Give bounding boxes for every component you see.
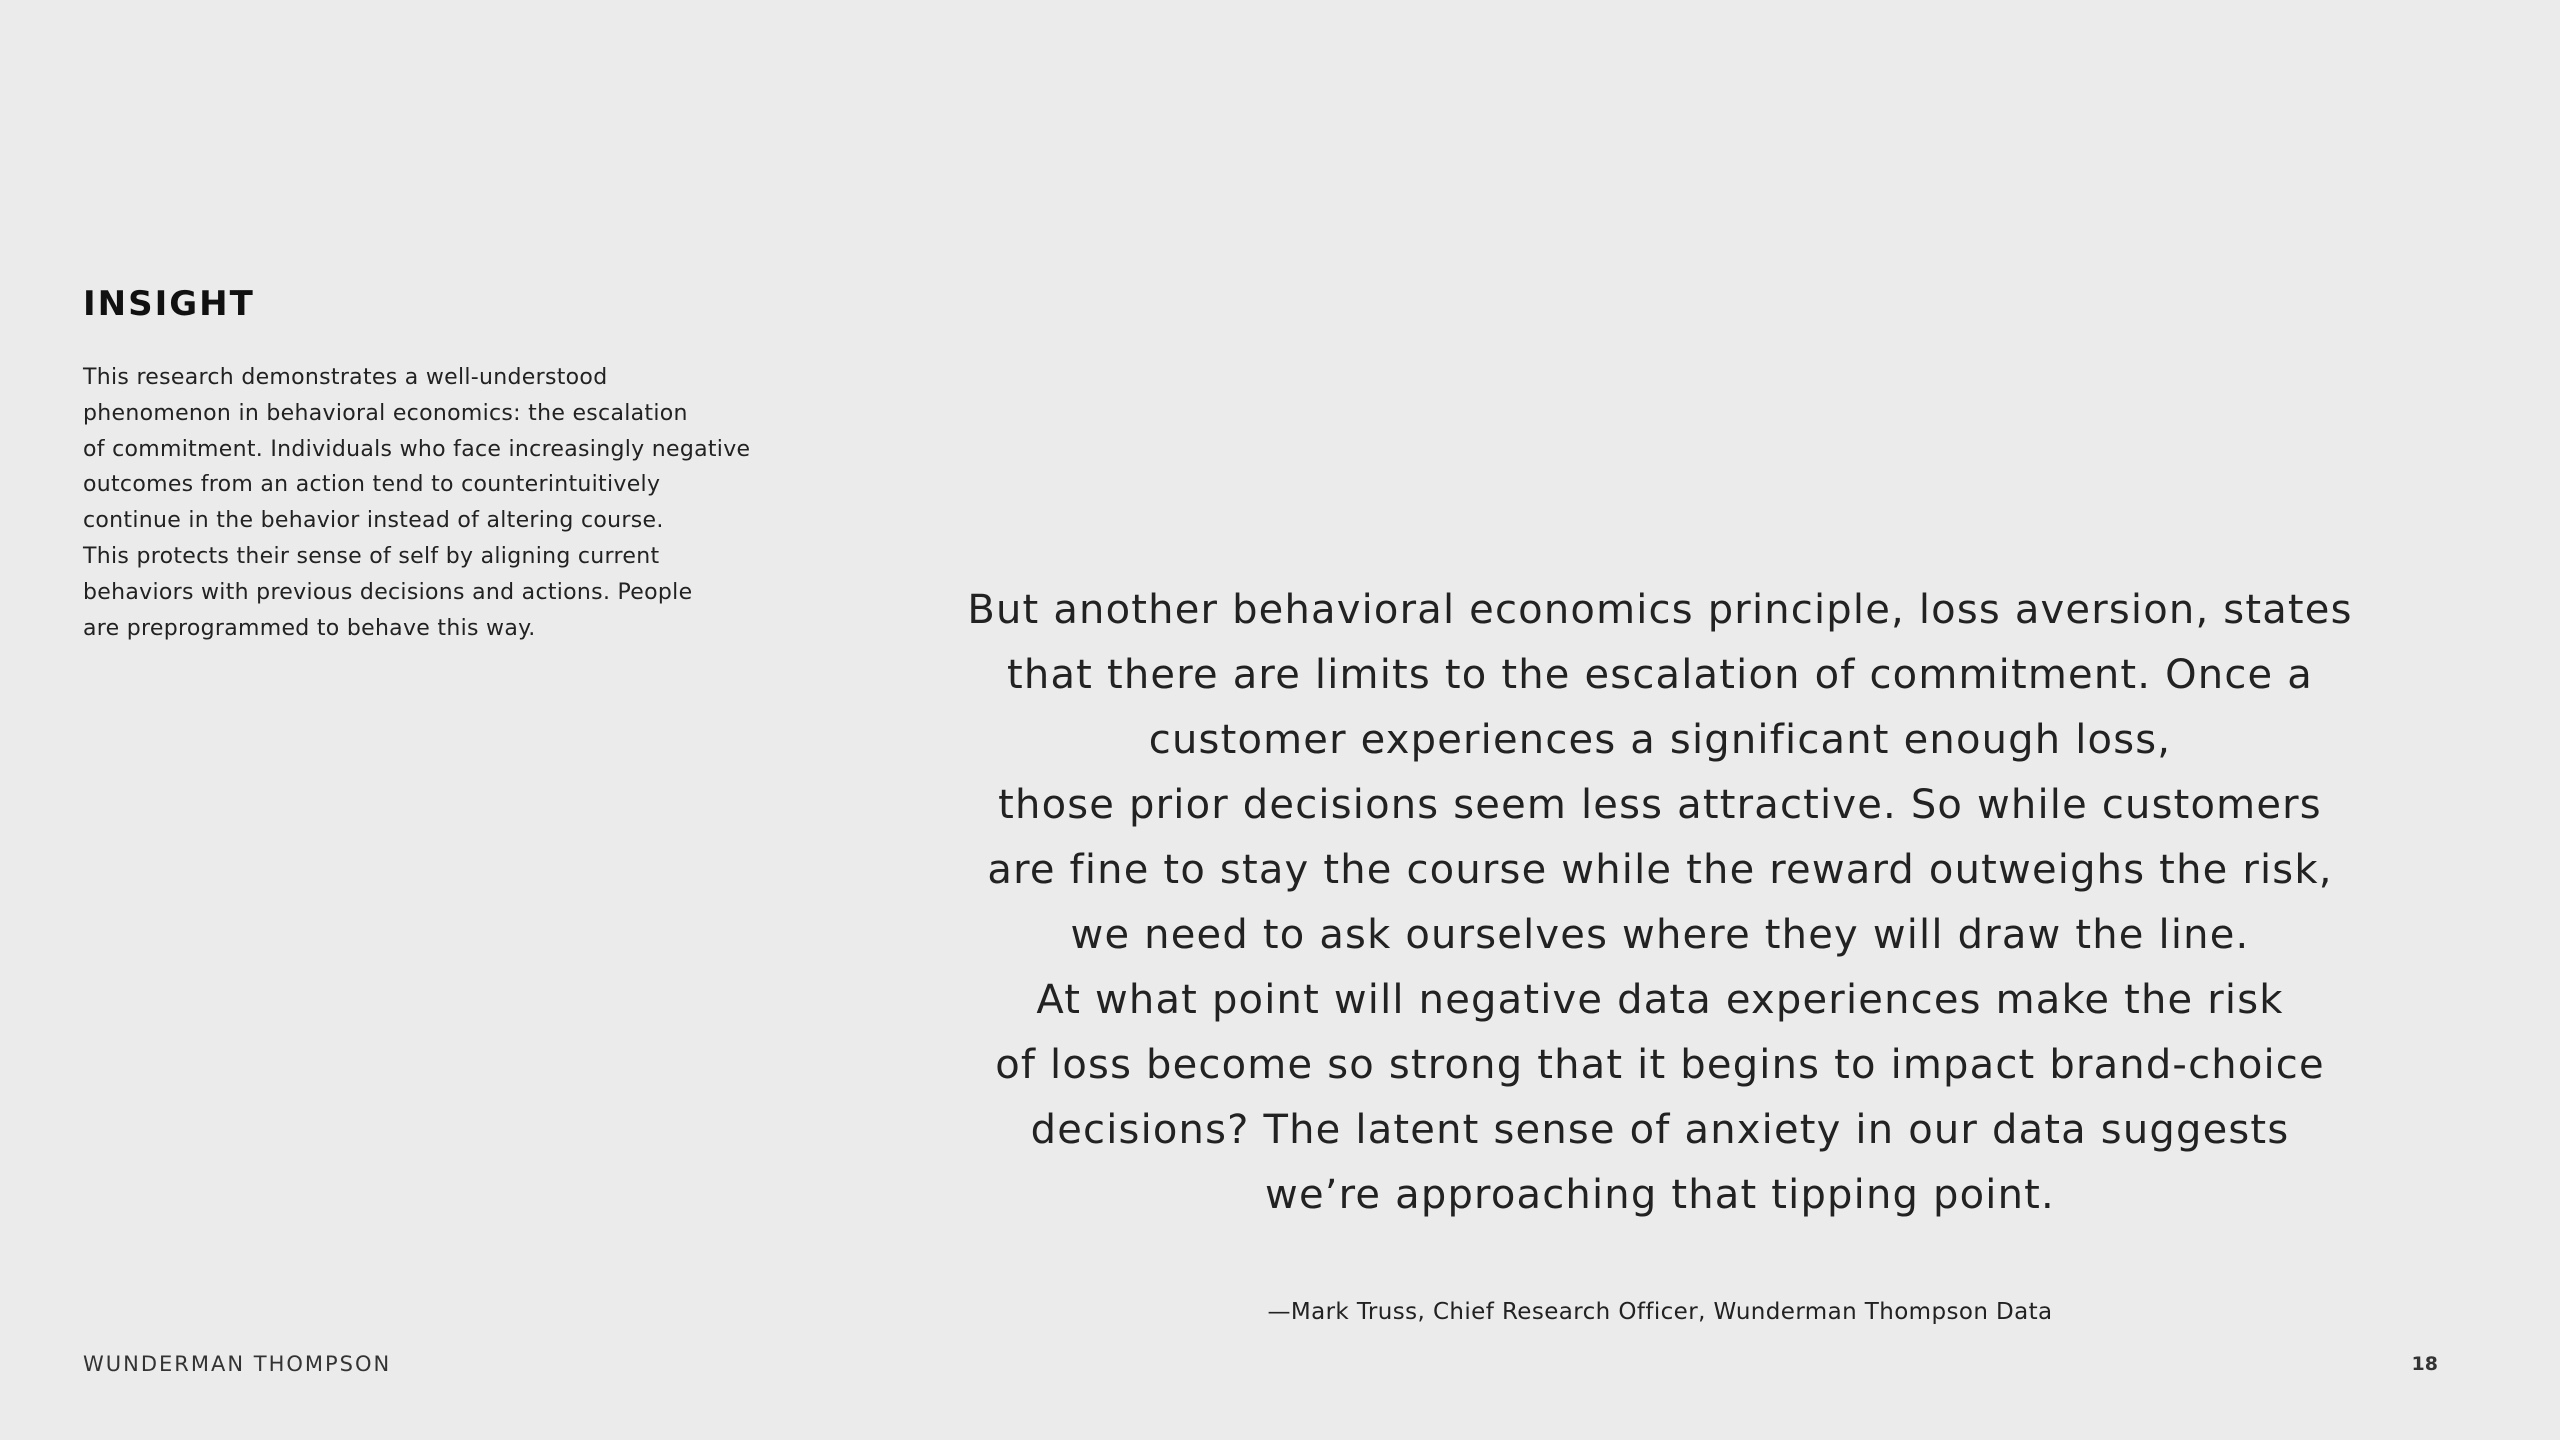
insight-heading: INSIGHT bbox=[83, 284, 255, 324]
quote-line: those prior decisions seem less attractive. So while customers bbox=[998, 782, 2322, 828]
footer-brand: WUNDERMAN THOMPSON bbox=[83, 1352, 392, 1376]
page-number: 18 bbox=[2411, 1353, 2438, 1375]
insight-body-line: This protects their sense of self by aligning current bbox=[83, 543, 660, 569]
quote-line: But another behavioral economics principle, loss aversion, states bbox=[967, 587, 2353, 633]
insight-body-line: behaviors with previous decisions and actions. People bbox=[83, 579, 693, 605]
insight-body-line: continue in the behavior instead of altering course. bbox=[83, 508, 664, 534]
pull-quote bbox=[850, 578, 2470, 1228]
quote-line: of loss become so strong that it begins to impact brand-choice bbox=[995, 1042, 2325, 1088]
insight-body-line: This research demonstrates a well-understood bbox=[83, 365, 608, 390]
quote-line: At what point will negative data experiences make the risk bbox=[1036, 977, 2284, 1023]
quote-attribution: —Mark Truss, Chief Research Officer, Wunderman Thompson Data bbox=[1267, 1299, 2053, 1325]
insight-body-line: are preprogrammed to behave this way. bbox=[83, 615, 536, 641]
insight-body bbox=[83, 360, 853, 646]
quote-line: decisions? The latent sense of anxiety in our data suggests bbox=[1030, 1107, 2290, 1153]
quote-line: that there are limits to the escalation of commitment. Once a bbox=[1007, 652, 2313, 698]
insight-body-line: of commitment. Individuals who face increasingly negative bbox=[83, 436, 751, 462]
quote-line: are fine to stay the course while the reward outweighs the risk, bbox=[987, 847, 2333, 893]
quote-line: we need to ask ourselves where they will draw the line. bbox=[1070, 912, 2250, 958]
quote-line: we’re approaching that tipping point. bbox=[1265, 1172, 2055, 1218]
insight-body-line: outcomes from an action tend to counterintuitively bbox=[83, 472, 661, 498]
insight-body-line: phenomenon in behavioral economics: the escalation bbox=[83, 400, 688, 426]
quote-line: customer experiences a significant enough loss, bbox=[1148, 717, 2172, 763]
